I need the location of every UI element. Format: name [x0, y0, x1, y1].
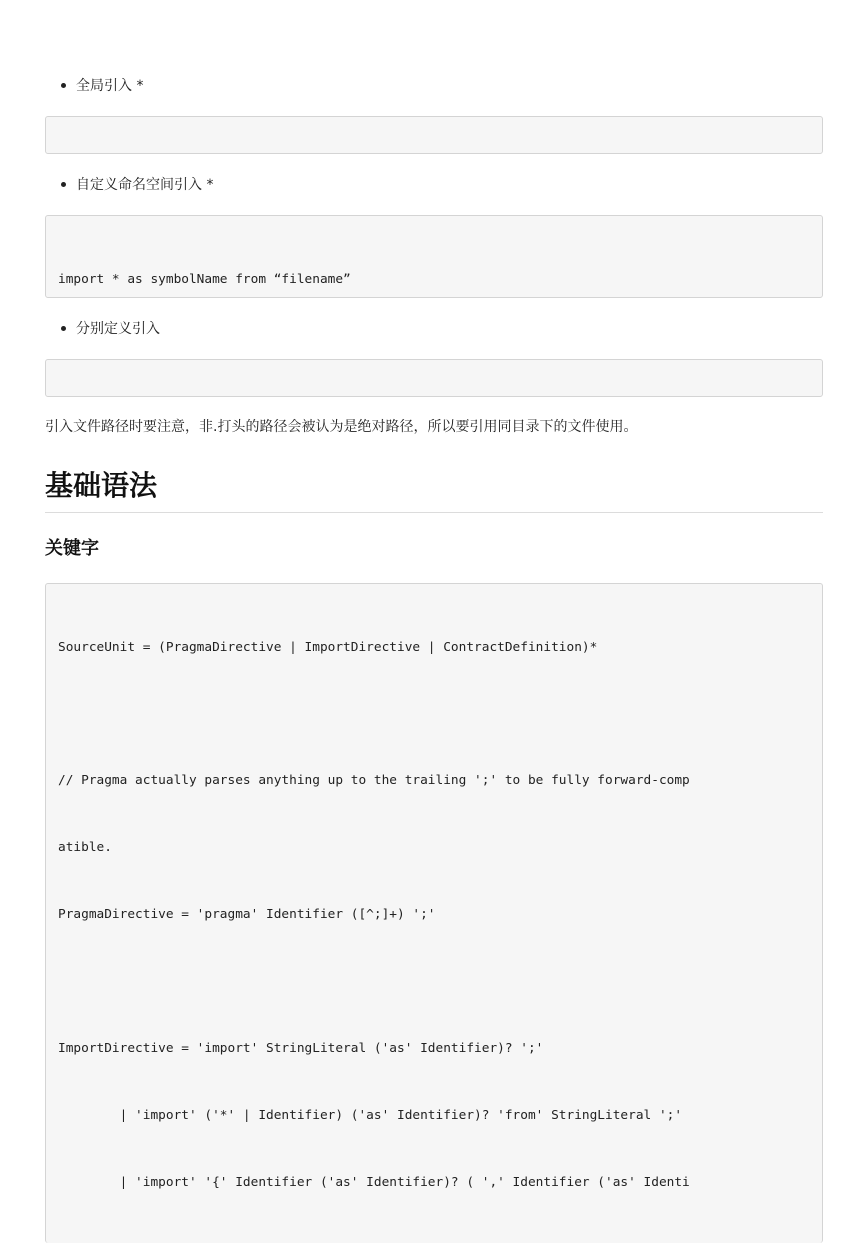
code-block-grammar — [45, 583, 823, 1243]
code-line — [58, 703, 810, 725]
bullet-dot-icon — [61, 182, 66, 187]
code-line: | 'import' ('*' | Identifier) ('as' Identifier)? 'from' StringLiteral ';' — [58, 1107, 683, 1123]
bullet-global-import — [61, 76, 143, 96]
code-line — [58, 1239, 810, 1243]
code-line: ImportDirective = 'import' StringLiteral ('as' Identifier)? ';' — [58, 1040, 544, 1056]
heading-basic-syntax: 基础语法 — [45, 468, 823, 513]
code-line: SourceUnit = (PragmaDirective | ImportDirective | ContractDefinition)* — [58, 639, 598, 655]
code-line: | 'import' '{' Identifier ('as' Identifier)? ( ',' Identifier ('as' Identi — [58, 1174, 690, 1190]
bullet-separate-import — [61, 319, 160, 339]
bullet-text: 全局引入 * — [76, 78, 144, 94]
bullet-custom-namespace-import — [61, 175, 213, 195]
code-block-global — [45, 116, 823, 154]
code-line: PragmaDirective = 'pragma' Identifier ([^;]+) ';' — [58, 907, 436, 923]
heading-keywords: 关键字 — [45, 538, 99, 559]
bullet-text: 自定义命名空间引入 * — [76, 177, 214, 193]
bullet-text: 分别定义引入 — [76, 321, 160, 337]
code-line: atible. — [58, 840, 112, 856]
code-line — [58, 971, 810, 993]
bullet-dot-icon — [61, 326, 66, 331]
code-block-custom — [45, 215, 823, 298]
import-path-note: 引入文件路径时要注意，非.打头的路径会被认为是绝对路径，所以要引用同目录下的文件使用。 — [45, 419, 638, 435]
code-block-separate — [45, 359, 823, 397]
code-line: // Pragma actually parses anything up to the trailing ';' to be fully forward-comp — [58, 773, 690, 789]
code-line: import * as symbolName from “filename” — [58, 271, 351, 287]
bullet-dot-icon — [61, 83, 66, 88]
